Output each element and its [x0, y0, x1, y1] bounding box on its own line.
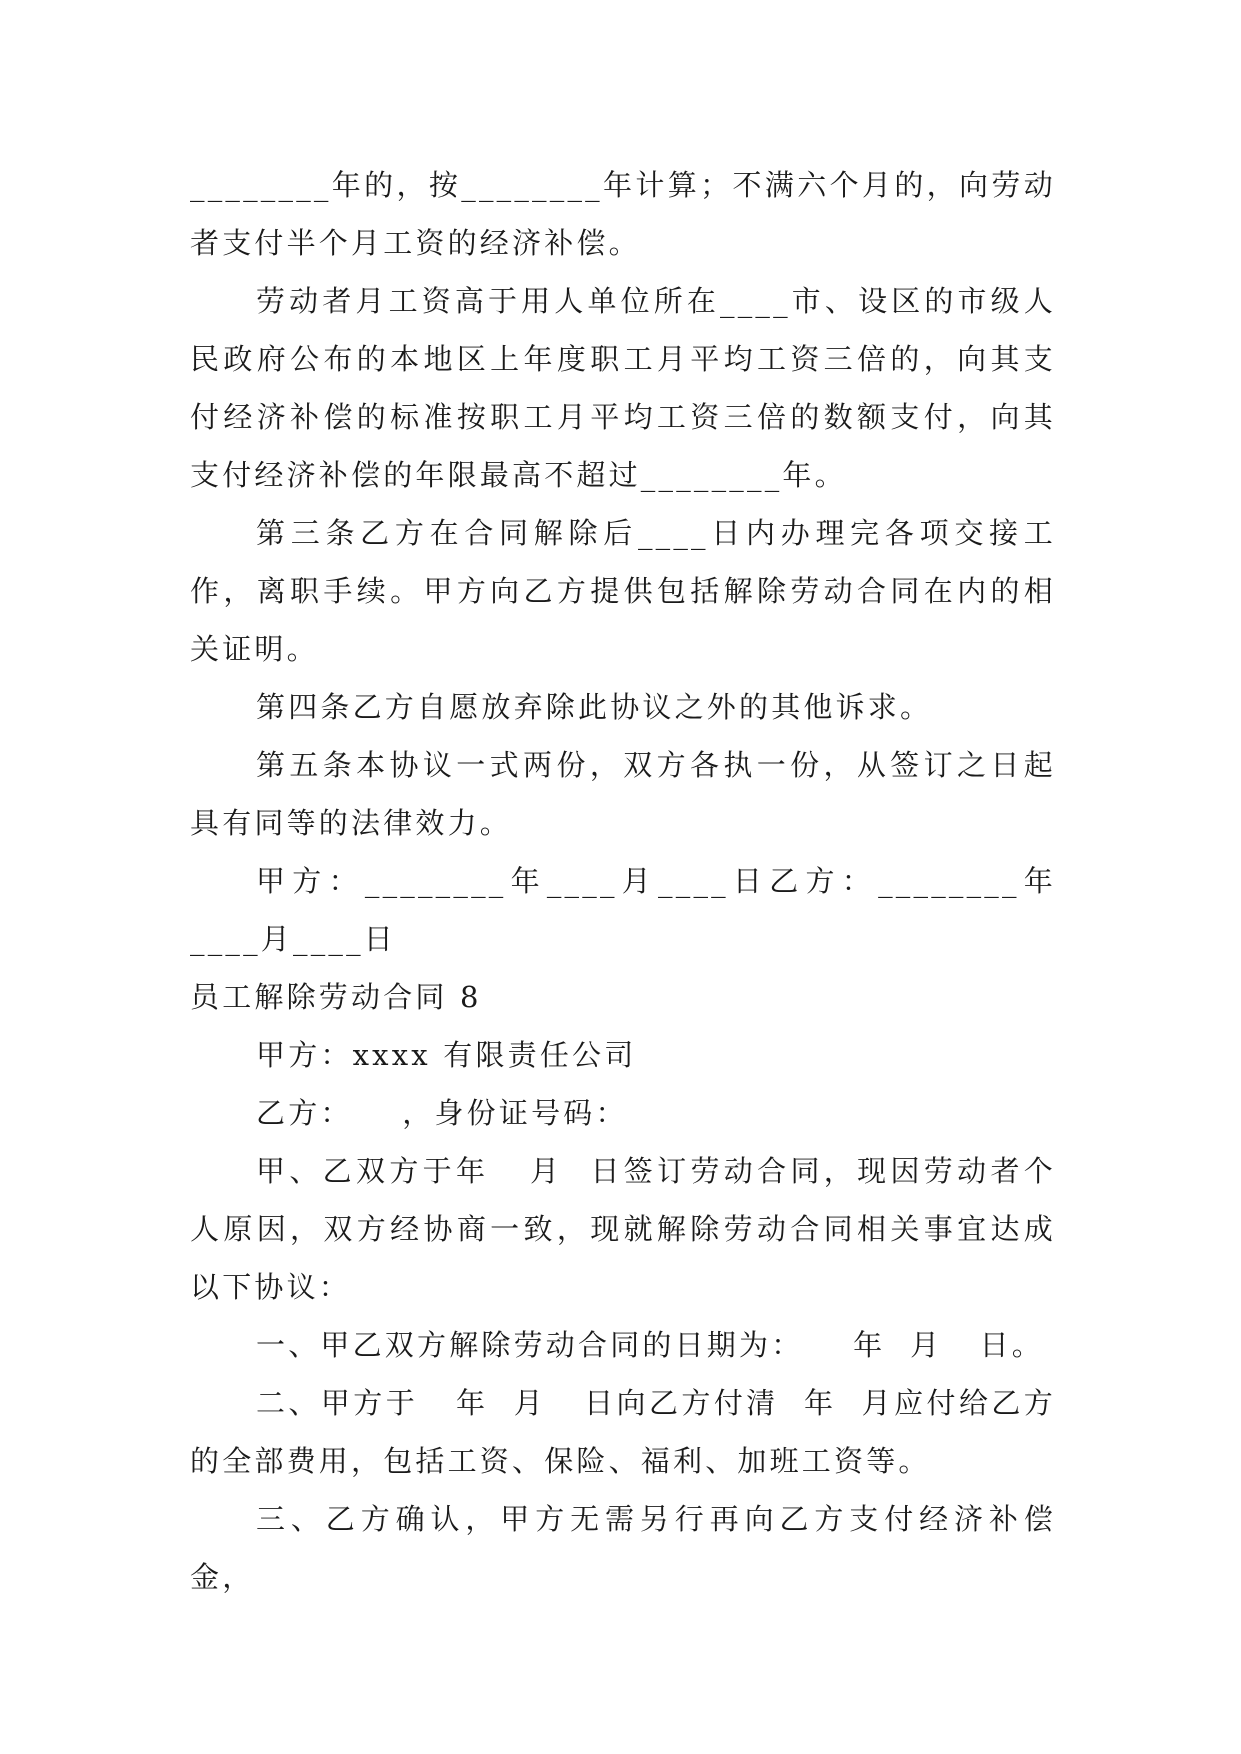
paragraph-high-salary-cap: 劳动者月工资高于用人单位所在____市、设区的市级人民政府公布的本地区上年度职工月平均工资三倍的，向其支付经济补偿的标准按职工月平均工资三倍的数额支付，向其支付经济补偿的年限最高不超过________年。 — [190, 284, 1056, 492]
document-body — [190, 156, 1056, 1606]
paragraph-party-b: 乙方： ，身份证号码： — [256, 1096, 628, 1130]
paragraph-article-4: 第四条乙方自愿放弃除此协议之外的其他诉求。 — [256, 690, 933, 724]
paragraph-clause-2: 二、甲方于 年 月 日向乙方付清 年 月应付给乙方的全部费用，包括工资、保险、福利、加班工资等。 — [190, 1386, 1056, 1478]
paragraph-preamble: 甲、乙双方于年 月 日签订劳动合同，现因劳动者个人原因，双方经协商一致，现就解除劳动合同相关事宜达成以下协议： — [190, 1154, 1056, 1304]
paragraph-signature-dates: 甲方：________年____月____日乙方：________年____月____日 — [190, 864, 1056, 956]
paragraph-article-5: 第五条本协议一式两份，双方各执一份，从签订之日起具有同等的法律效力。 — [190, 748, 1056, 840]
paragraph-party-a: 甲方：xxxx 有限责任公司 — [256, 1038, 637, 1072]
paragraph-clause-3: 三、乙方确认，甲方无需另行再向乙方支付经济补偿金， — [190, 1502, 1056, 1594]
paragraph-article-3: 第三条乙方在合同解除后____日内办理完各项交接工作，离职手续。甲方向乙方提供包括解除劳动合同在内的相关证明。 — [190, 516, 1056, 666]
paragraph-clause-1: 一、甲乙双方解除劳动合同的日期为： 年 月 日。 — [256, 1328, 1044, 1362]
paragraph-compensation-years: ________年的，按________年计算；不满六个月的，向劳动者支付半个月工资的经济补偿。 — [190, 168, 1056, 260]
section-title: 员工解除劳动合同 8 — [190, 980, 482, 1014]
